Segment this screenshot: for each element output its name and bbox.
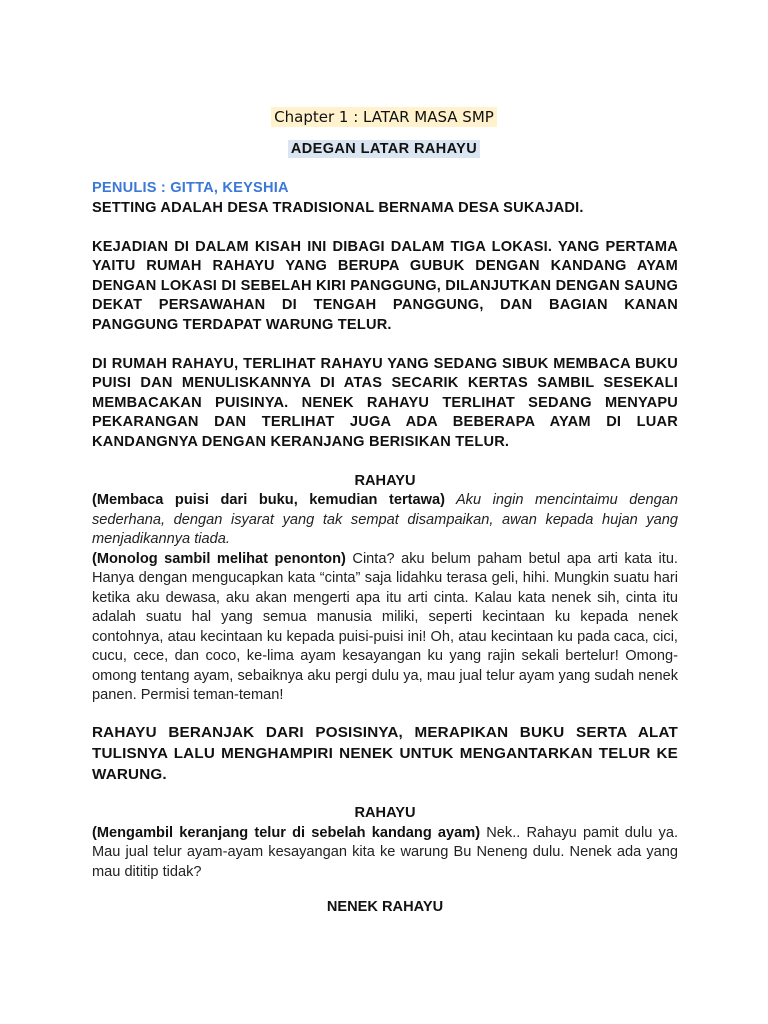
speaker-name: RAHAYU: [354, 472, 416, 489]
stage-direction: (Membaca puisi dari buku, kemudian tertawa): [92, 492, 445, 508]
scene-title-text: ADEGAN LATAR RAHAYU: [288, 140, 480, 158]
stage-direction: (Monolog sambil melihat penonton): [92, 550, 346, 567]
scene-title: [0, 141, 768, 157]
stage-paragraph-2: DI RUMAH RAHAYU, TERLIHAT RAHAYU YANG SEDANG SIBUK MEMBACA BUKU PUISI DAN MENULISKANNYA DI ATAS SECARIK KERTAS SAMBIL SESEKALI MEMBACAKAN PUISINYA. NENEK RAHAYU TERLIHAT SEDANG MENYAPU PEKARANGAN DAN TERLIHAT JUGA ADA BEBERAPA AYAM DI LUAR KANDANGNYA DENGAN KERANJANG BERISIKAN TELUR.: [92, 355, 678, 450]
stage-paragraph-3: RAHAYU BERANJAK DARI POSISINYA, MERAPIKAN BUKU SERTA ALAT TULISNYA LALU MENGHAMPIRI NENEK UNTUK MENGANTARKAN TELUR KE WARUNG.: [92, 723, 678, 783]
chapter-title: [0, 108, 768, 127]
stage-direction: (Mengambil keranjang telur di sebelah kandang ayam): [92, 824, 481, 841]
dialog-line: Nek.. Rahayu pamit dulu ya. Mau jual telur ayam-ayam kesayangan kita ke warung Bu Neneng dulu. Nenek ada yang mau dititip tidak?: [92, 824, 679, 880]
dialog-block-2: [92, 550, 678, 706]
dialog-line: Cinta? aku belum paham betul apa arti kata itu. Hanya dengan mengucapkan kata “cinta” saja lidahku terasa geli, hihi. Mungkin suatu hari ketika aku dewasa, aku akan mengerti apa itu arti cinta. Kalau kata nenek sih, cinta itu adalah suatu hal yang semua manusia miliki, seperti kecintaan ku kepada nenek contohnya, atau kecintaan ku kepada puisi-puisi ini! Oh, atau kecintaan ku pada caca, cici, cucu, cece, dan coco, ke-lima ayam kesayangan ku yang rajin sekali bertelur! Omong-omong tentang ayam, sebaiknya aku pergi dulu ya, mau jual telur ayam yang sudah nenek panen. Permisi teman-teman!: [92, 550, 678, 703]
speaker-name: NENEK RAHAYU: [326, 899, 444, 915]
script-body: [92, 179, 678, 918]
speaker-name: RAHAYU: [354, 805, 416, 821]
stage-paragraph-1: KEJADIAN DI DALAM KISAH INI DIBAGI DALAM TIGA LOKASI. YANG PERTAMA YAITU RUMAH RAHAYU YANG BERUPA GUBUK DENGAN KANDANG AYAM DENGAN LOKASI DI SEBELAH KIRI PANGGUNG, DILANJUTKAN DENGAN SAUNG DEKAT PERSAWAHAN DI TENGAH PANGGUNG, DAN BAGIAN KANAN PANGGUNG TERDAPAT WARUNG TELUR.: [92, 238, 678, 333]
author-line: PENULIS : GITTA, KEYSHIA: [92, 180, 289, 196]
chapter-title-text: Chapter 1 : LATAR MASA SMP: [271, 107, 497, 127]
setting-line: SETTING ADALAH DESA TRADISIONAL BERNAMA DESA SUKAJADI.: [92, 199, 584, 216]
dialog-block-3: [92, 824, 678, 883]
dialog-block-1: [92, 491, 678, 550]
dialog-line: Aku ingin mencintaimu dengan sederhana, dengan isyarat yang tak sempat disampaikan, awan kepada hujan yang menjadikannya tiada.: [92, 492, 678, 547]
